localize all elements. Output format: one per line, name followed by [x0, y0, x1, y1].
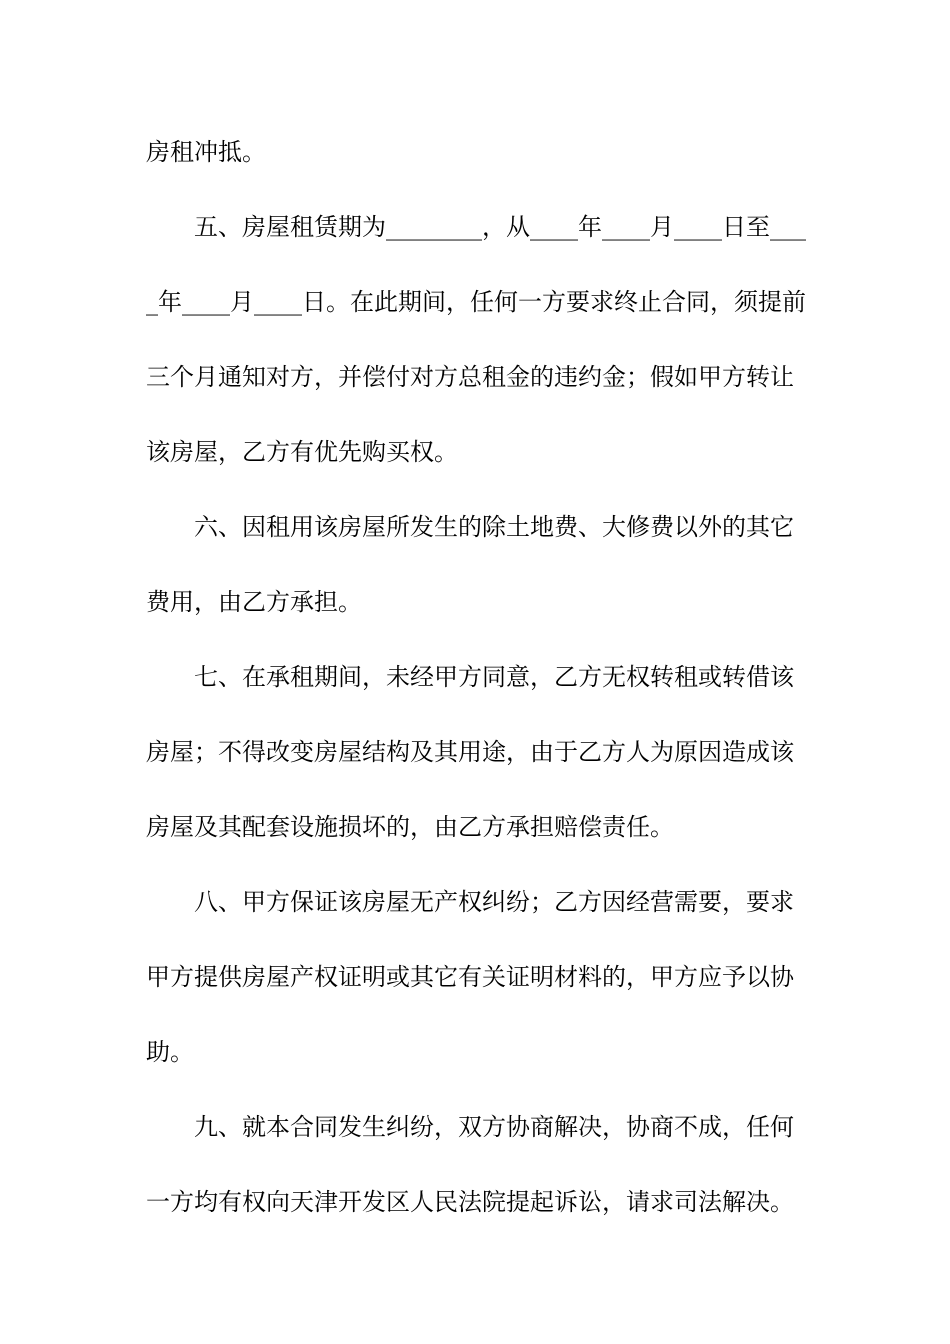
text-line: 房屋及其配套设施损坏的，由乙方承担赔偿责任。: [146, 813, 674, 841]
text-line: 房屋；不得改变房屋结构及其用途，由于乙方人为原因造成该: [146, 738, 794, 766]
clause-8-heading-line: 八、甲方保证该房屋无产权纠纷；乙方因经营需要，要求: [194, 888, 794, 916]
text-line: 该房屋，乙方有优先购买权。: [146, 438, 458, 466]
text-line: _年____月____日。在此期间，任何一方要求终止合同，须提前: [146, 288, 806, 316]
clause-6-heading-line: 六、因租用该房屋所发生的除土地费、大修费以外的其它: [194, 513, 794, 541]
text-line: 助。: [146, 1038, 194, 1066]
clause-7-heading-line: 七、在承租期间，未经甲方同意，乙方无权转租或转借该: [194, 663, 794, 691]
text-line: 一方均有权向天津开发区人民法院提起诉讼，请求司法解决。: [146, 1188, 794, 1216]
text-line: 甲方提供房屋产权证明或其它有关证明材料的，甲方应予以协: [146, 963, 794, 991]
clause-9-heading-line: 九、就本合同发生纠纷，双方协商解决，协商不成，任何: [194, 1113, 794, 1141]
text-line: 费用，由乙方承担。: [146, 588, 362, 616]
text-line: 三个月通知对方，并偿付对方总租金的违约金；假如甲方转让: [146, 363, 794, 391]
text-line: 房租冲抵。: [146, 138, 266, 166]
clause-5-heading-line: 五、房屋租赁期为________，从____年____月____日至___: [194, 213, 806, 241]
